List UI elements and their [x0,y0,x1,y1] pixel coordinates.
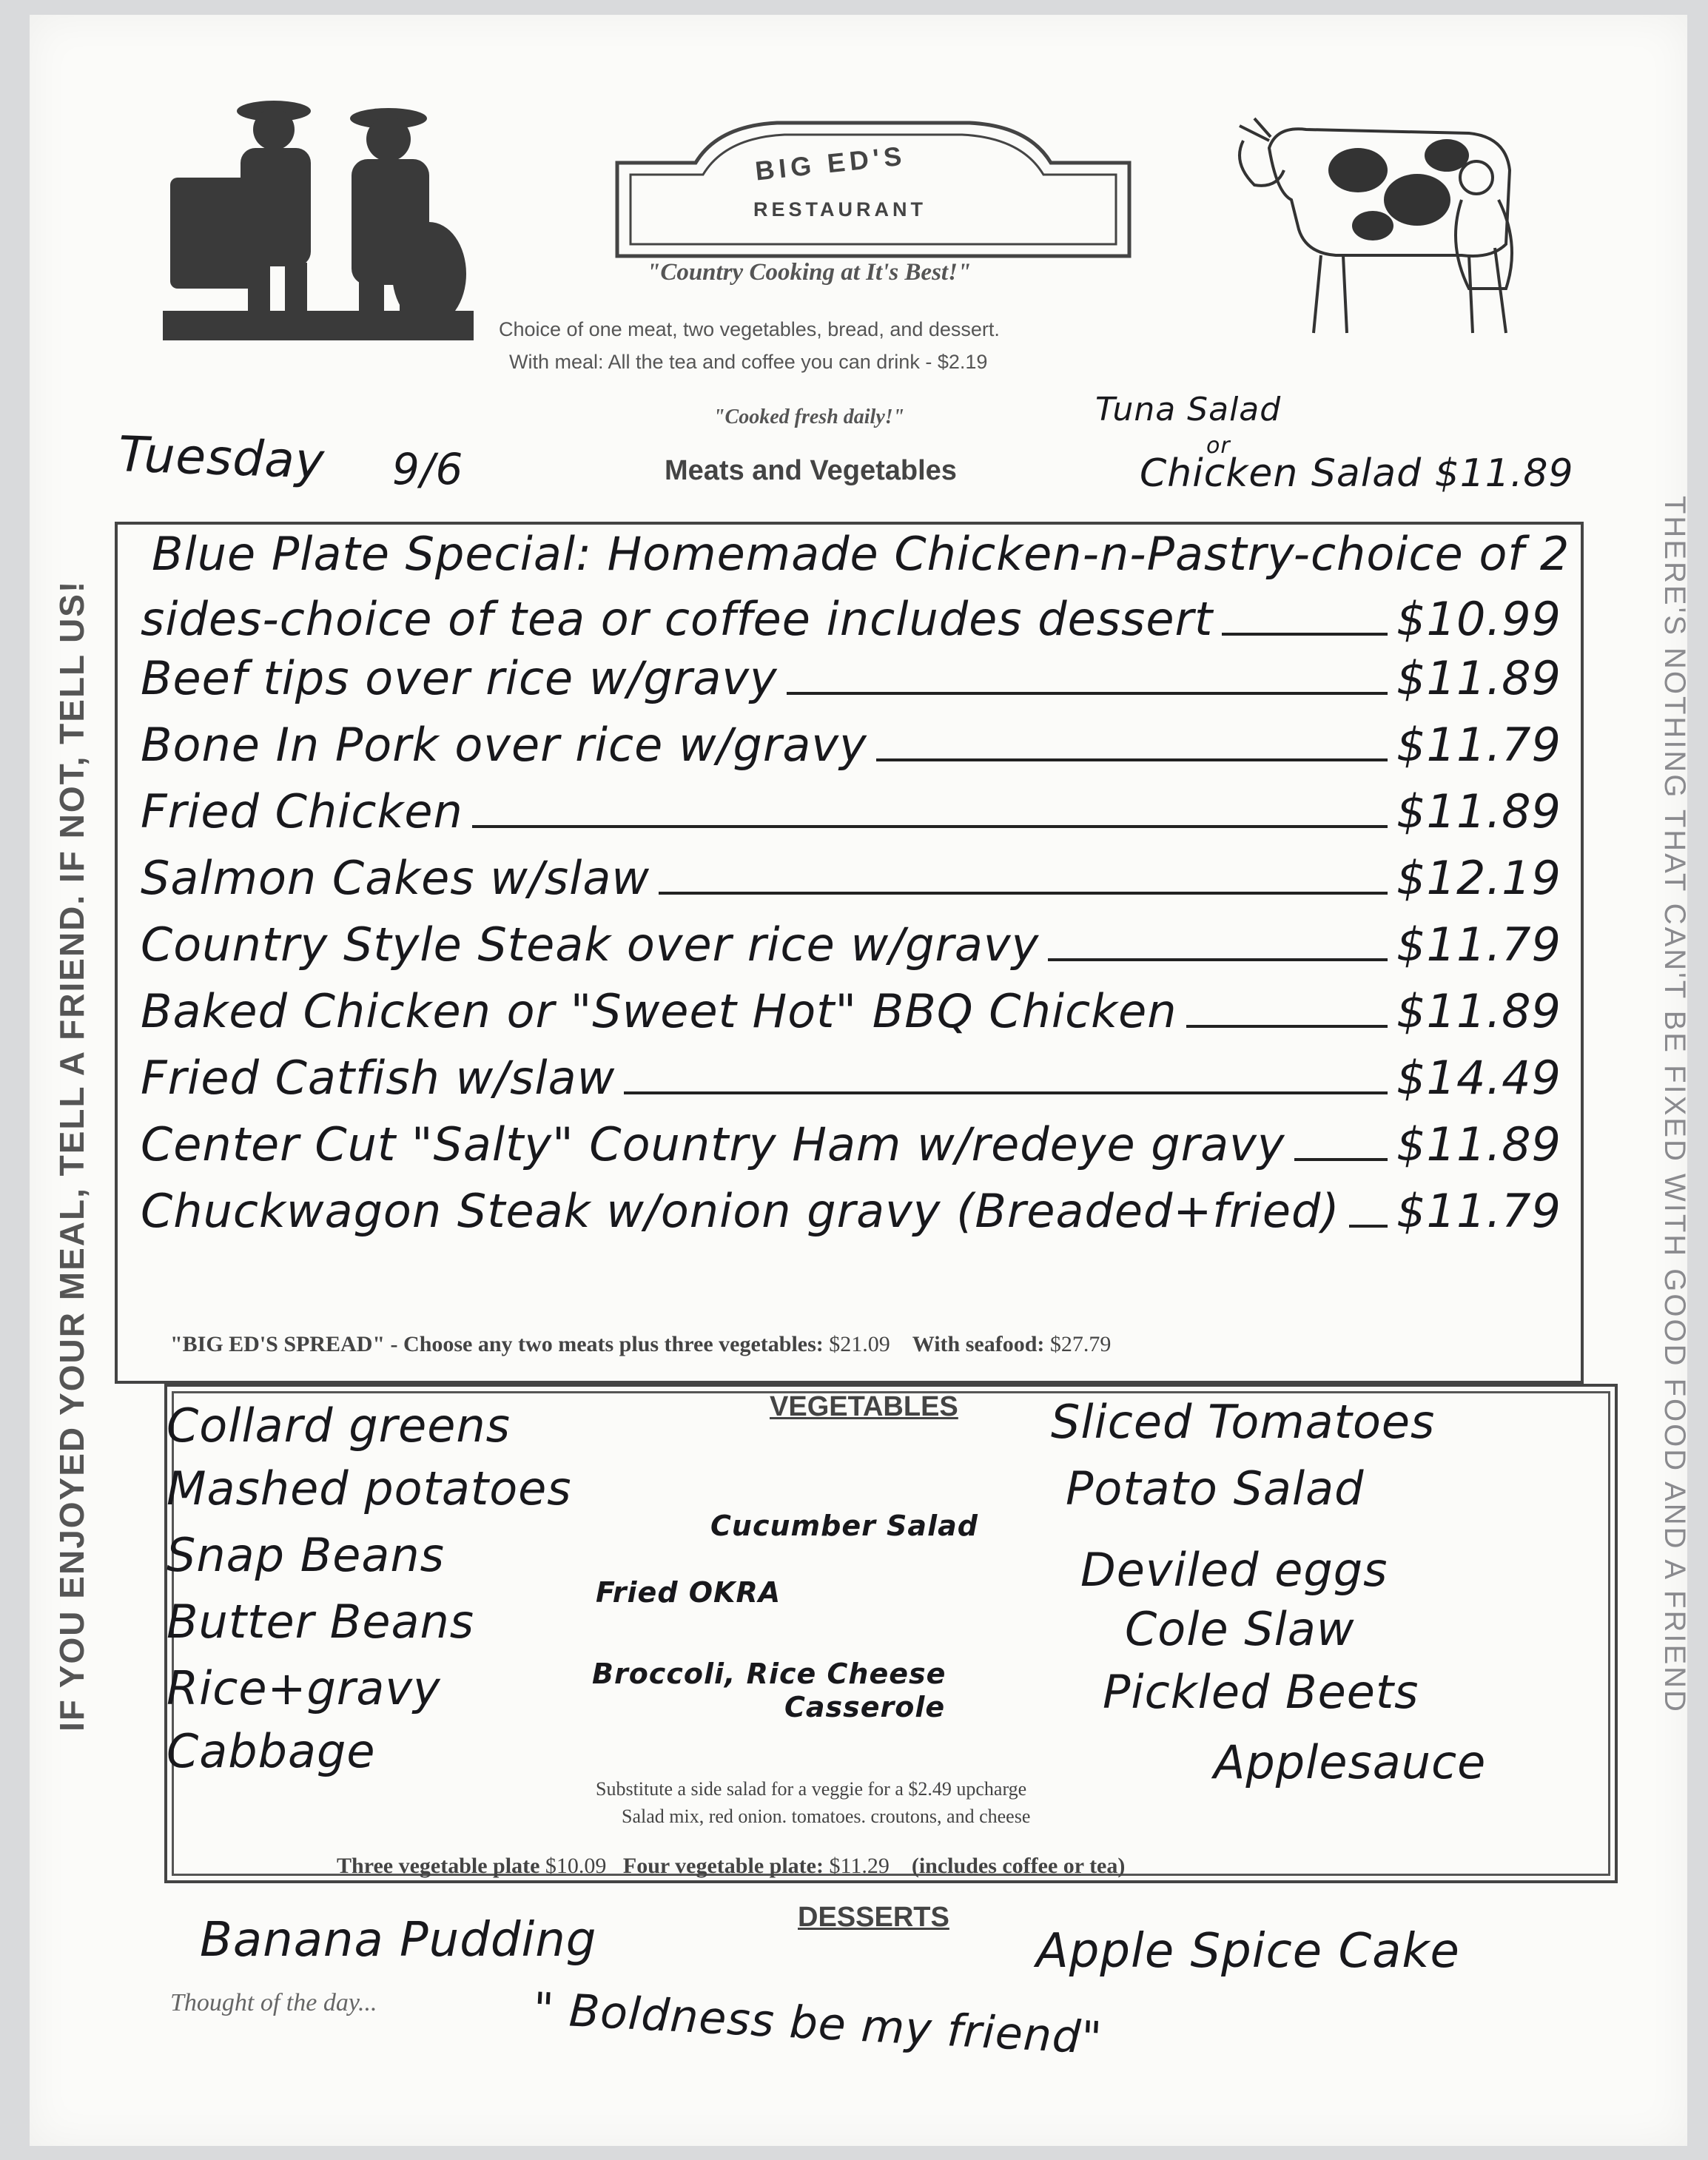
vegetable-item: Rice+gravy [167,1661,441,1715]
leader-line [787,692,1388,695]
meat-item [141,1051,1561,1105]
meat-item-price: $11.79 [1396,918,1561,972]
leader-line [1222,633,1388,636]
meat-item-price: $14.49 [1396,1051,1561,1105]
blue-plate-special-desc: sides-choice of tea or coffee includes dessert [141,592,1214,646]
cooked-fresh-text: "Cooked fresh daily!" [713,406,905,428]
vegetable-plate-prices [337,1854,1125,1879]
meal-choice-text: Choice of one meat, two vegetables, bread, and dessert. [499,318,1000,340]
drink-price-text: With meal: All the tea and coffee you can drink - $2.19 [509,351,988,373]
tagline: "Country Cooking at It's Best!" [647,259,972,286]
thought-of-day-quote: " Boldness be my friend" [531,1982,1104,2065]
vegetable-item: Applesauce [1214,1735,1487,1789]
meat-item-name: Chuckwagon Steak w/onion gravy (Breaded+fried) [141,1184,1340,1238]
side-message-right: THERE'S NOTHING THAT CAN'T BE FIXED WITH GOOD FOOD AND A FRIEND [1658,496,1691,1714]
side-message-left: IF YOU ENJOYED YOUR MEAL, TELL A FRIEND. IF NOT, TELL US! [53,579,91,1732]
blue-plate-special-title: Blue Plate Special: Homemade Chicken-n-Pastry-choice of 2 [152,527,1570,581]
meat-item [141,984,1561,1038]
desserts-title: DESSERTS [798,1902,949,1933]
leader-line [1349,1225,1388,1228]
three-plate-label: Three vegetable plate [337,1854,540,1878]
dessert-item: Apple Spice Cake [1036,1924,1460,1979]
blue-plate-special-row [141,592,1561,646]
menu-day: Tuesday [117,425,326,490]
meat-item-name: Fried Chicken [141,784,463,838]
cow-milkmaid-illustration [1225,96,1550,340]
three-plate-price: $10.09 [545,1854,607,1878]
vegetable-item: Pickled Beets [1103,1665,1419,1719]
leader-line [659,892,1388,895]
brand-subtitle: RESTAURANT [753,198,927,221]
substitute-salad-note: Substitute a side salad for a veggie for a $2.49 upcharge [596,1778,1027,1800]
vegetable-item: Cole Slaw [1125,1602,1355,1656]
leader-line [472,825,1388,828]
meat-item-name: Baked Chicken or "Sweet Hot" BBQ Chicken [141,984,1177,1038]
meat-item-price: $12.19 [1396,851,1561,905]
vegetable-item: Butter Beans [167,1595,475,1649]
spread-seafood-label: With seafood: [912,1332,1045,1356]
leader-line [876,758,1388,761]
meat-item-price: $11.89 [1396,1117,1561,1171]
meat-item [141,1117,1561,1171]
vegetable-item: Mashed potatoes [167,1461,572,1515]
meat-item-price: $11.89 [1396,784,1561,838]
vegetables-title: VEGETABLES [770,1391,958,1422]
vegetable-item: Deviled eggs [1080,1543,1388,1597]
leader-line [1048,958,1388,961]
dessert-item: Banana Pudding [200,1913,597,1968]
meat-item [141,1184,1561,1238]
meat-item-price: $11.79 [1396,718,1561,772]
meat-item-name: Bone In Pork over rice w/gravy [141,718,867,772]
vegetable-item: Sliced Tomatoes [1051,1395,1436,1449]
spread-price: $21.09 [829,1332,890,1356]
vegetable-item: Fried OKRA [596,1576,781,1609]
meat-item-price: $11.89 [1396,984,1561,1038]
vegetable-item: Snap Beans [167,1528,445,1582]
meat-item [141,918,1561,972]
meat-item-name: Fried Catfish w/slaw [141,1051,616,1105]
leader-line [624,1091,1388,1094]
blue-plate-special-price: $10.99 [1396,592,1561,646]
spread-label: "BIG ED'S SPREAD" - Choose any two meats plus three vegetables: [170,1332,824,1356]
meat-item-name: Beef tips over rice w/gravy [141,651,778,705]
leader-line [1186,1025,1388,1028]
vegetable-item: Cabbage [167,1724,376,1778]
meat-item [141,718,1561,772]
salad-special-line2: Chicken Salad $11.89 [1140,451,1574,496]
brand-name: BIG ED'S [753,140,908,186]
four-plate-label: Four vegetable plate: [622,1854,824,1878]
vegetable-item: Potato Salad [1066,1461,1365,1515]
farmers-illustration [163,89,474,340]
meat-item-name: Country Style Steak over rice w/gravy [141,918,1040,972]
meat-item-price: $11.89 [1396,651,1561,705]
salad-special-line1: Tuna Salad [1095,391,1282,428]
meat-item [141,651,1561,705]
salad-special-or: or [1206,433,1231,459]
big-eds-spread [170,1332,1111,1357]
menu-date: 9/6 [392,444,464,494]
vegetable-item: Broccoli, Rice Cheese [592,1658,947,1690]
meats-section-title: Meats and Vegetables [665,455,957,486]
meat-item [141,784,1561,838]
meat-item-price: $11.79 [1396,1184,1561,1238]
leader-line [1294,1158,1388,1161]
thought-of-day-label: Thought of the day... [170,1989,377,2016]
meat-item [141,851,1561,905]
meat-item-name: Salmon Cakes w/slaw [141,851,650,905]
salad-ingredients-note: Salad mix, red onion. tomatoes. croutons, and cheese [622,1806,1031,1827]
spread-seafood-price: $27.79 [1049,1332,1112,1356]
restaurant-sign-logo [614,118,1132,259]
meat-item-name: Center Cut "Salty" Country Ham w/redeye gravy [141,1117,1285,1171]
vegetable-item: Casserole [784,1691,946,1723]
vegetable-item: Cucumber Salad [710,1510,978,1542]
plate-note: (includes coffee or tea) [911,1854,1126,1878]
four-plate-price: $11.29 [829,1854,890,1878]
vegetable-item: Collard greens [167,1399,511,1453]
